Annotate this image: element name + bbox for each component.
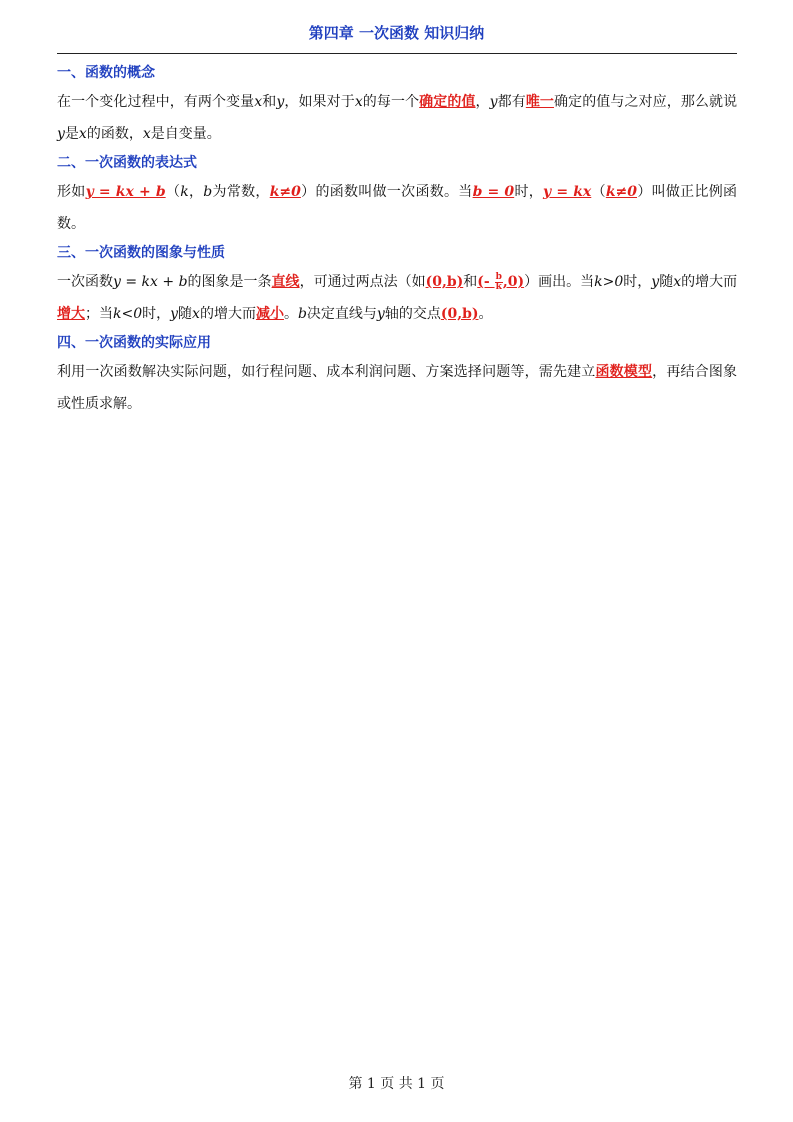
section-heading-graph: 三、一次函数的图象与性质 [57, 245, 225, 261]
paragraph-application: 利用一次函数解决实际问题，如行程问题、成本利润问题、方案选择问题等，需先建立函数模型，再结合图象或性质求解。 [57, 364, 738, 412]
keyword-linear-form: y = kx + b [85, 184, 166, 200]
section-heading-concept: 一、函数的概念 [57, 65, 155, 81]
fraction-b-over-k: $\frac{b}{k}$ [495, 271, 502, 292]
keyword-function-model: 函数模型 [595, 364, 653, 380]
keyword-point-x-intercept: (- $\frac{b}{k}$ ,0) [477, 271, 525, 292]
keyword-b-zero: b = 0 [472, 184, 515, 200]
paragraph-expression: 形如y = kx + b（k，b为常数，k≠0）的函数叫做一次函数。当b = 0时，y = kx（k≠0）叫做正比例函数。 [57, 184, 738, 232]
page-footer: 第 1 页 共 1 页 [348, 1076, 445, 1092]
keyword-increase: 增大 [57, 306, 85, 322]
keyword-unique: 唯一 [525, 94, 555, 110]
keyword-intersection-point: (0,b) [440, 306, 479, 322]
section-heading-application: 四、一次函数的实际应用 [57, 335, 211, 351]
keyword-k-nonzero: k≠0 [269, 184, 301, 200]
page-title: 第四章 一次函数 知识归纳 [308, 24, 485, 42]
keyword-k-nonzero-2: k≠0 [605, 184, 638, 200]
keyword-straight-line: 直线 [271, 274, 300, 290]
paragraph-graph: 一次函数y = kx + b的图象是一条直线，可通过两点法（如(0,b)和(- $\frac{b}{k}$ ,0)）画出。当k>0时，y随x的增大而增大；当k<0时，y随x的增大而减小。b决定直线与y轴的交点(0,b)。 [57, 271, 738, 322]
keyword-point-y-intercept: (0,b) [425, 274, 464, 290]
document-body [57, 60, 737, 420]
keyword-definite-value: 确定的值 [419, 94, 476, 110]
section-heading-expression: 二、一次函数的表达式 [57, 155, 197, 171]
keyword-decrease: 减小 [255, 306, 284, 322]
keyword-proportional-form: y = kx [543, 184, 592, 200]
header-rule [57, 53, 737, 54]
paragraph-concept: 在一个变化过程中，有两个变量x和y，如果对于x的每一个确定的值，y都有唯一确定的值与之对应，那么就说y是x的函数，x是自变量。 [57, 94, 738, 142]
